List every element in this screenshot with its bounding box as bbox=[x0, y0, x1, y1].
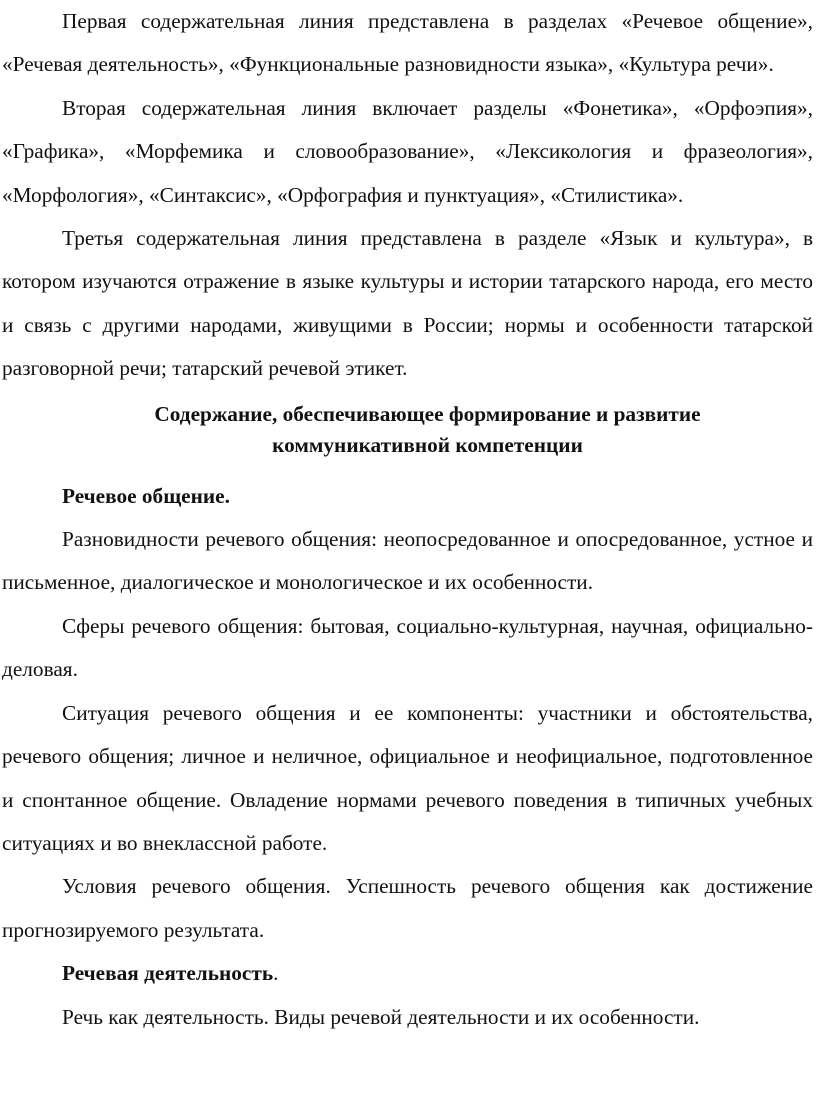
paragraph-communication-conditions: Условия речевого общения. Успешность речевого общения как достижение прогнозируемого результата. bbox=[2, 874, 813, 942]
paragraph-first-line: Первая содержательная линия представлена в разделах «Речевое общение», «Речевая деятельность», «Функциональные разновидности языка», «Культура речи». bbox=[2, 9, 813, 77]
paragraph-communication-situation: Ситуация речевого общения и ее компоненты: участники и обстоятельства, речевого общения; личное и неличное, официальное и неофициальное, подготовленное и спонтанное общение. Овладение нормами речевого поведения в типичных учебных ситуациях и во внеклассной работе. bbox=[2, 700, 813, 855]
subsection-title-speech-activity-punct: . bbox=[273, 961, 279, 986]
paragraph-speech-as-activity: Речь как деятельность. Виды речевой деятельности и их особенности. bbox=[62, 1004, 700, 1029]
paragraph-communication-spheres: Сферы речевого общения: бытовая, социально-культурная, научная, официально-деловая. bbox=[2, 613, 813, 682]
subsection-title-speech-activity-text: Речевая деятельность bbox=[62, 961, 274, 986]
subsection-title-speech-activity bbox=[2, 952, 813, 995]
paragraph-second-line: Вторая содержательная линия включает разделы «Фонетика», «Орфоэпия», «Графика», «Морфемика и словообразование», «Лексикология и фразеология», «Морфология», «Синтаксис», «Орфография и пунктуация», «Стилистика». bbox=[2, 95, 813, 207]
document-page bbox=[2, 0, 813, 1039]
section-heading bbox=[2, 399, 813, 461]
section-heading-line-1: Содержание, обеспечивающее формирование и развитие bbox=[154, 401, 701, 426]
paragraph-communication-types: Разновидности речевого общения: неопосредованное и опосредованное, устное и письменное, диалогическое и монологическое и их особенности. bbox=[2, 527, 813, 595]
section-heading-line-2: коммуникативной компетенции bbox=[272, 432, 583, 457]
subsection-title-speech-communication: Речевое общение. bbox=[62, 483, 230, 508]
paragraph-third-line: Третья содержательная линия представлена в разделе «Язык и культура», в котором изучаются отражение в языке культуры и истории татарского народа, его место и связь с другими народами, живущими в России; нормы и особенности татарской разговорной речи; татарский речевой этикет. bbox=[2, 226, 813, 381]
